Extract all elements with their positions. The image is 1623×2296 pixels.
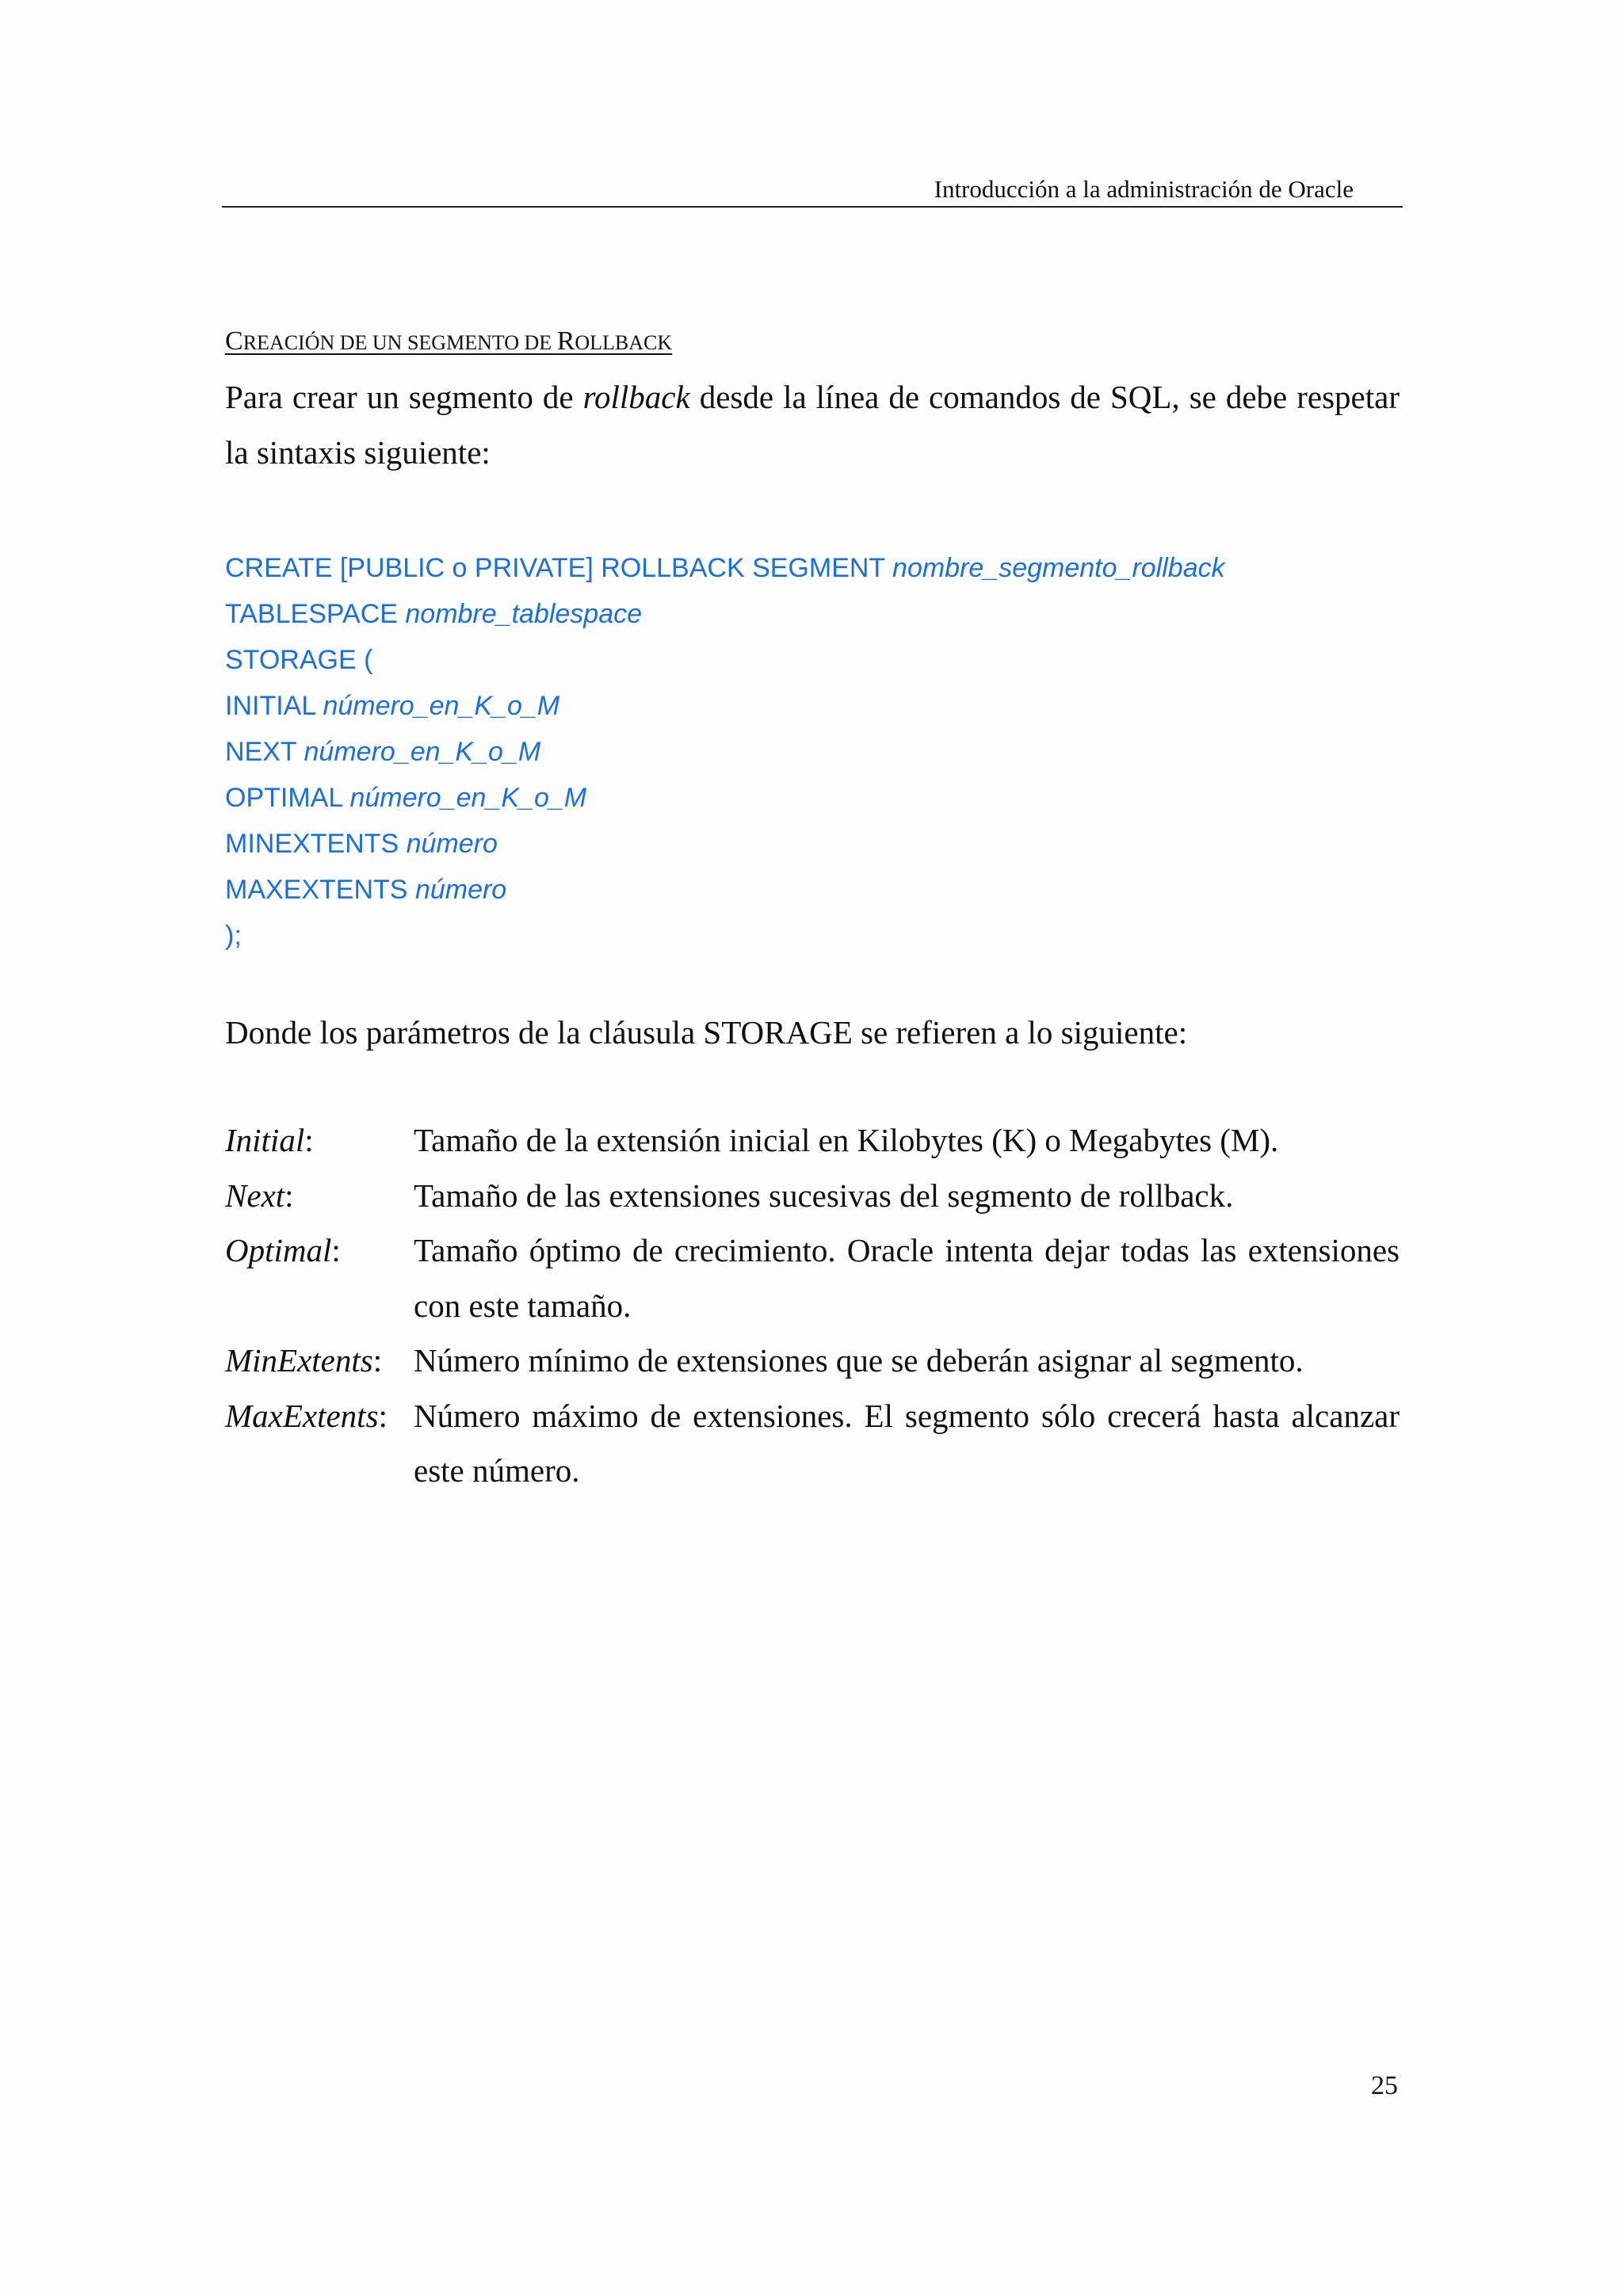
code-keyword: OPTIMAL xyxy=(225,783,350,813)
header-title: Introducción a la administración de Oracle xyxy=(934,175,1354,203)
section-title-initial-1: C xyxy=(225,326,243,356)
code-argument: número xyxy=(406,829,498,859)
code-line xyxy=(225,729,1225,775)
code-line xyxy=(225,821,1225,867)
code-argument: número_en_K_o_M xyxy=(323,691,560,721)
code-argument: nombre_tablespace xyxy=(405,599,643,629)
definition-term: Optimal: xyxy=(225,1232,341,1268)
page-number: 25 xyxy=(1371,2071,1398,2100)
definition-row xyxy=(225,1223,1400,1333)
code-line xyxy=(225,545,1225,591)
code-keyword: TABLESPACE xyxy=(225,599,406,629)
code-line xyxy=(225,637,1225,683)
code-keyword: INITIAL xyxy=(225,691,323,721)
code-line xyxy=(225,683,1225,729)
storage-intro-paragraph: Donde los parámetros de la cláusula STORAGE se refieren a lo siguiente: xyxy=(225,1014,1188,1051)
code-argument: número xyxy=(414,875,507,905)
definition-term: MaxExtents: xyxy=(225,1397,388,1434)
code-keyword: MINEXTENTS xyxy=(225,829,407,859)
definition-description: Número máximo de extensiones. El segmento sólo crecerá hasta alcanzar este número. xyxy=(414,1397,1400,1489)
code-line xyxy=(225,913,1225,959)
definition-row xyxy=(225,1113,1400,1169)
code-keyword: NEXT xyxy=(225,737,304,767)
code-keyword: MAXEXTENTS xyxy=(225,875,415,905)
section-title-rest-1: REACIÓN DE UN SEGMENTO DE xyxy=(242,331,557,354)
code-argument: número_en_K_o_M xyxy=(349,783,587,813)
intro-emphasis: rollback xyxy=(582,379,690,415)
section-title-rest-2: OLLBACK xyxy=(575,331,673,354)
intro-text-after: desde la línea de comandos de SQL, se debe respetar la sintaxis siguiente: xyxy=(225,379,1400,471)
intro-paragraph xyxy=(225,369,1400,480)
definition-row xyxy=(225,1333,1400,1389)
definition-description: Número mínimo de extensiones que se deberán asignar al segmento. xyxy=(414,1342,1304,1379)
section-title-initial-2: R xyxy=(556,326,575,356)
code-argument: nombre_segmento_rollback xyxy=(892,553,1225,583)
definition-description: Tamaño óptimo de crecimiento. Oracle intenta dejar todas las extensiones con este tamaño. xyxy=(414,1232,1400,1324)
definition-description: Tamaño de las extensiones sucesivas del segmento de rollback. xyxy=(414,1177,1234,1214)
code-argument: número_en_K_o_M xyxy=(304,737,541,767)
definition-row xyxy=(225,1389,1400,1499)
sql-code-block xyxy=(225,545,1225,959)
definition-description: Tamaño de la extensión inicial en Kilobytes (K) o Megabytes (M). xyxy=(414,1122,1279,1158)
code-line xyxy=(225,775,1225,821)
code-keyword: STORAGE ( xyxy=(225,645,373,675)
intro-text-before: Para crear un segmento de xyxy=(225,379,583,415)
definition-term: Next: xyxy=(225,1177,294,1214)
page-header xyxy=(222,171,1403,208)
code-line xyxy=(225,867,1225,913)
definition-list xyxy=(225,1113,1400,1499)
code-keyword: CREATE [PUBLIC o PRIVATE] ROLLBACK SEGMENT xyxy=(225,553,893,583)
definition-term: Initial: xyxy=(225,1122,314,1158)
section-title xyxy=(225,326,672,357)
definition-term: MinExtents: xyxy=(225,1342,383,1379)
code-line xyxy=(225,591,1225,637)
code-keyword: ); xyxy=(225,921,242,951)
definition-row xyxy=(225,1169,1400,1224)
